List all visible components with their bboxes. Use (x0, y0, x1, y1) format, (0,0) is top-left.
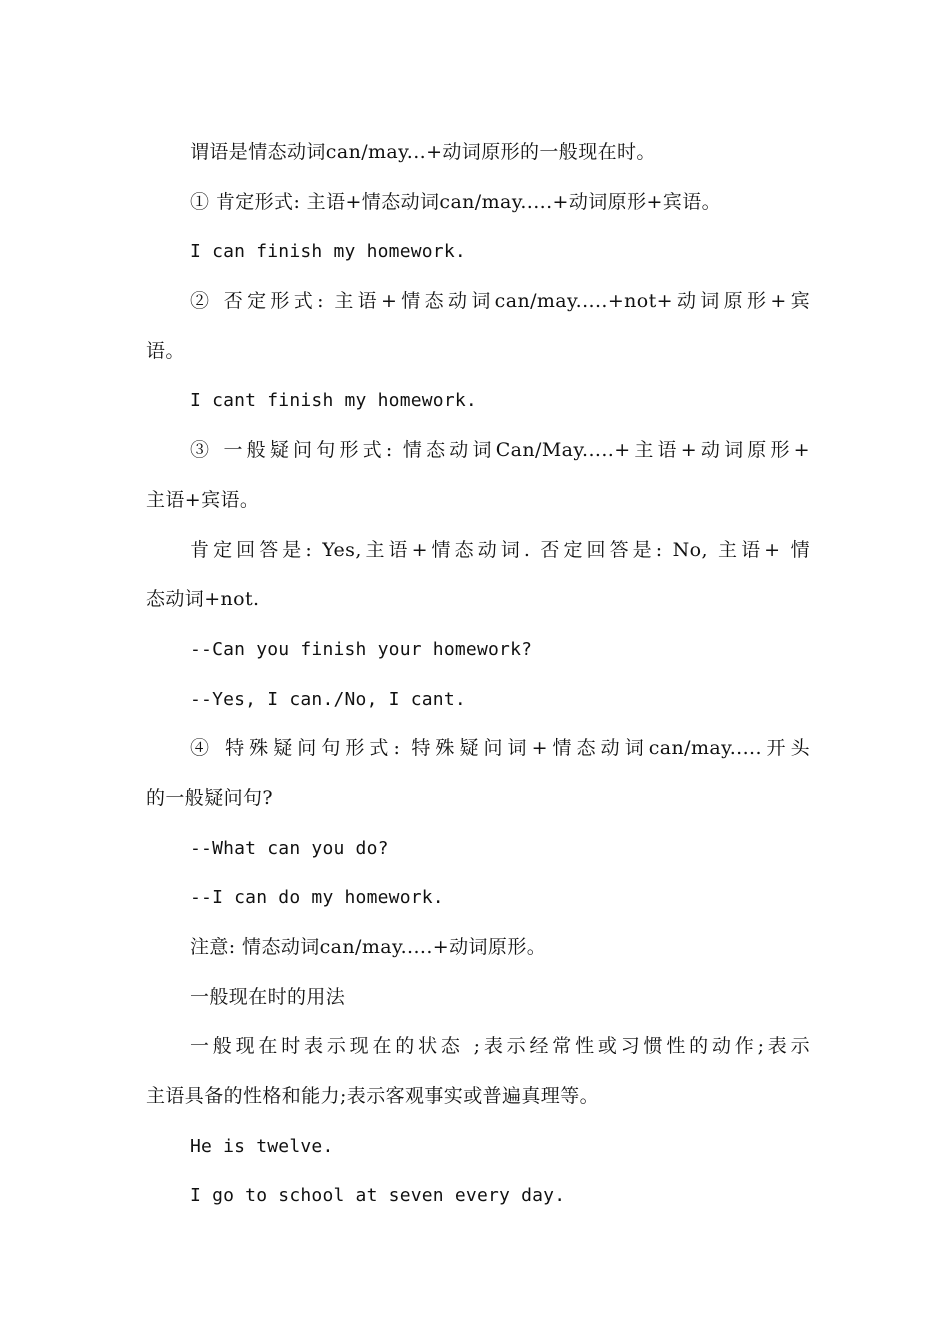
wh-question-rule: ④ 特殊疑问句形式: 特殊疑问词+情态动词can/may.....开头 (190, 737, 810, 760)
question-example: --Can you finish your homework? (190, 638, 533, 660)
negative-example: I cant finish my homework. (190, 390, 477, 412)
present-tense-usage: 一般现在时表示现在的状态 ;表示经常性或习惯性的动作;表示 (190, 1035, 810, 1058)
answer-form-rule-continued: 态动词+not. (146, 588, 260, 611)
negative-form-rule-continued: 语。 (146, 339, 185, 362)
section-heading: 一般现在时的用法 (190, 985, 346, 1008)
answer-example: --Yes, I can./No, I cant. (190, 688, 466, 710)
wh-question-rule-continued: 的一般疑问句? (146, 786, 273, 809)
present-tense-example-1: He is twelve. (190, 1135, 334, 1157)
wh-answer-example: --I can do my homework. (190, 887, 444, 909)
modal-verb-intro: 谓语是情态动词can/may...+动词原形的一般现在时。 (190, 141, 656, 163)
answer-form-rule: 肯定回答是: Yes,主语+情态动词. 否定回答是: No, 主语+ 情 (190, 538, 810, 561)
question-form-rule: ③ 一般疑问句形式: 情态动词Can/May.....+主语+动词原形+ (190, 439, 810, 462)
present-tense-usage-continued: 主语具备的性格和能力;表示客观事实或普遍真理等。 (146, 1085, 600, 1108)
question-form-rule-continued: 主语+宾语。 (146, 488, 260, 511)
negative-form-rule: ② 否定形式: 主语+情态动词can/may.....+not+动词原形+宾 (190, 290, 810, 313)
affirmative-example: I can finish my homework. (190, 241, 466, 263)
affirmative-form-rule: ① 肯定形式: 主语+情态动词can/may.....+动词原形+宾语。 (190, 190, 722, 213)
note-line: 注意: 情态动词can/may.....+动词原形。 (190, 936, 547, 958)
present-tense-example-2: I go to school at seven every day. (190, 1185, 566, 1207)
wh-question-example: --What can you do? (190, 837, 389, 859)
document-body (146, 128, 810, 1221)
